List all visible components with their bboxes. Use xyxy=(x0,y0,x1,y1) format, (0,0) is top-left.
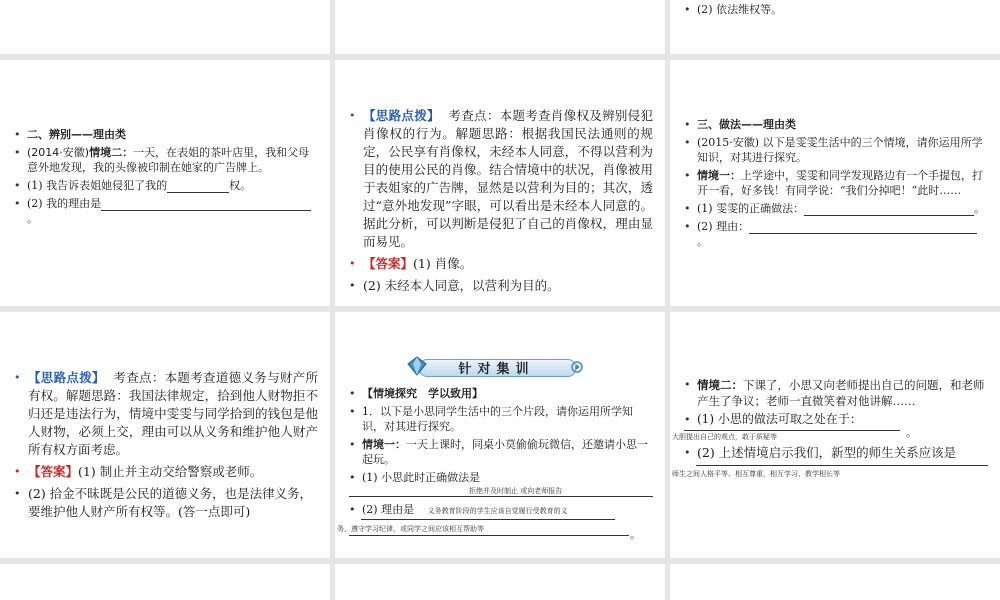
section-heading: • 【情境探究 学以致用】 xyxy=(349,386,653,401)
answer-line[interactable]: 。 大胆提出自己的观点，敢于质疑等 xyxy=(672,426,917,441)
arrow-right-icon xyxy=(571,361,585,373)
section-heading: • 三、做法——理由类 xyxy=(684,117,988,132)
scenario-text: • 情境一：一天上课时，同桌小莫偷偷玩微信，还邀请小思一起玩。 xyxy=(349,437,653,467)
section-heading: • 二、辨别——理由类 xyxy=(14,127,318,142)
answer-text: (2) 依法维权等。 xyxy=(697,3,783,16)
answer-blank[interactable] xyxy=(804,203,974,216)
handwritten-answer: 大胆提出自己的观点，敢于质疑等 xyxy=(672,433,777,441)
slide-hint-wallet[interactable] xyxy=(0,312,330,558)
handwritten-answer: 义务教育阶段的学生应该自觉履行受教育的义 xyxy=(427,507,568,515)
answer-line[interactable] xyxy=(672,465,988,479)
answer-line[interactable] xyxy=(349,486,653,498)
handwritten-answer: 师生之间人格平等、相互尊重，相互学习、教学相长等 xyxy=(672,470,840,478)
scenario-text: • (2014·安徽)情境二：一天，在表姐的茶叶店里，我和父母意外地发现，我的头像被印制在她家的广告牌上。 xyxy=(14,145,318,175)
slide-question-portrait[interactable] xyxy=(0,60,330,306)
slide-hint-portrait[interactable] xyxy=(335,60,665,306)
question-2: • (2) 理由是 义务教育阶段的学生应该自觉履行受教育的义 xyxy=(349,502,653,517)
handwritten-answer: 务，遵守学习纪律，或同学之间应该相互帮助等 xyxy=(337,525,484,533)
slide-bottom-left xyxy=(0,564,330,600)
slide-bottom-right xyxy=(670,564,1000,600)
handwritten-answer: 拒绝并及时制止 或向老师报告 xyxy=(469,487,563,495)
answer-line-1: • 【答案】(1) 制止并主动交给警察或老师。 xyxy=(14,463,318,481)
diamond-icon xyxy=(407,356,427,376)
practice-banner xyxy=(407,356,585,378)
slide-question-wallet[interactable] xyxy=(670,60,1000,306)
bullet-item xyxy=(684,2,988,17)
slide-top-right xyxy=(670,0,1000,54)
question-1: • (1) 小思的做法可取之处在于： xyxy=(684,412,988,427)
answer-line-2: • (2) 未经本人同意，以营利为目的。 xyxy=(349,277,653,295)
question-2: • (2) 理由：。 xyxy=(684,219,988,249)
slide-top-middle xyxy=(335,0,665,54)
slide-bottom-middle xyxy=(335,564,665,600)
answer-blank[interactable] xyxy=(167,180,229,193)
answer-blank[interactable] xyxy=(101,198,311,211)
slide-practice[interactable] xyxy=(335,312,665,558)
banner-title: 针对集训 xyxy=(458,362,535,377)
scenario-intro: • (2015·安徽) 以下是雯雯生活中的三个情境，请你运用所学知识，对其进行探究。 xyxy=(684,135,988,165)
question-2: • (2) 我的理由是。 xyxy=(14,196,318,226)
hint-paragraph: • 【思路点拨】 考查点：本题考查肖像权及辨别侵犯肖像权的行为。解题思路：根据我国民法通则的规定，公民享有肖像权，未经本人同意，不得以营利为目的使用公民的肖像。结合情境中的状况，肖像被用于表姐家的广告牌，显然是以营利为目的；其次，透过“意外地发现”字眼，可以看出是未经本人同意的。据此分析，可以判断是侵犯了自己的肖像权，理由显而易见。 xyxy=(349,107,653,251)
answer-blank[interactable] xyxy=(749,221,977,234)
question-1: • (1) 小思此时正确做法是 xyxy=(349,470,653,485)
question-1: • (1) 我告诉表姐她侵犯了我的 权。 xyxy=(14,178,318,193)
answer-line[interactable]: 务，遵守学习纪律，或同学之间应该相互帮助等 。 xyxy=(349,516,653,538)
slide-question-teacher[interactable] xyxy=(670,312,1000,558)
answer-line-1: • 【答案】(1) 肖像。 xyxy=(349,255,653,273)
question-2: • (2) 上述情境启示我们，新型的师生关系应该是 xyxy=(684,444,988,462)
slide-top-left xyxy=(0,0,330,54)
answer-line-2: • (2) 拾金不昧既是公民的道德义务，也是法律义务，要维护他人财产所有权等。(答一点即可) xyxy=(14,485,318,521)
exercise-intro: • 1．以下是小思同学生活中的三个片段，请你运用所学知识，对其进行探究。 xyxy=(349,404,653,434)
scenario-text: • 情境一：上学途中，雯雯和同学发现路边有一个手提包，打开一看，好多钱！有同学说：“我们分掉吧！”此时…… xyxy=(684,168,988,198)
scenario-text: • 情境二：下课了，小思又向老师提出自己的问题，和老师产生了争议；老师一直微笑着对他讲解…… xyxy=(684,377,988,409)
hint-paragraph: • 【思路点拨】 考查点：本题考查道德义务与财产所有权。解题思路：我国法律规定，拾到他人财物拒不归还是违法行为，情境中雯雯与同学拾到的钱包是他人财物，必须上交，理由可以从义务和维护他人财产所有权方面考虑。 xyxy=(14,369,318,459)
question-1: • (1) 雯雯的正确做法： 。 xyxy=(684,201,988,216)
